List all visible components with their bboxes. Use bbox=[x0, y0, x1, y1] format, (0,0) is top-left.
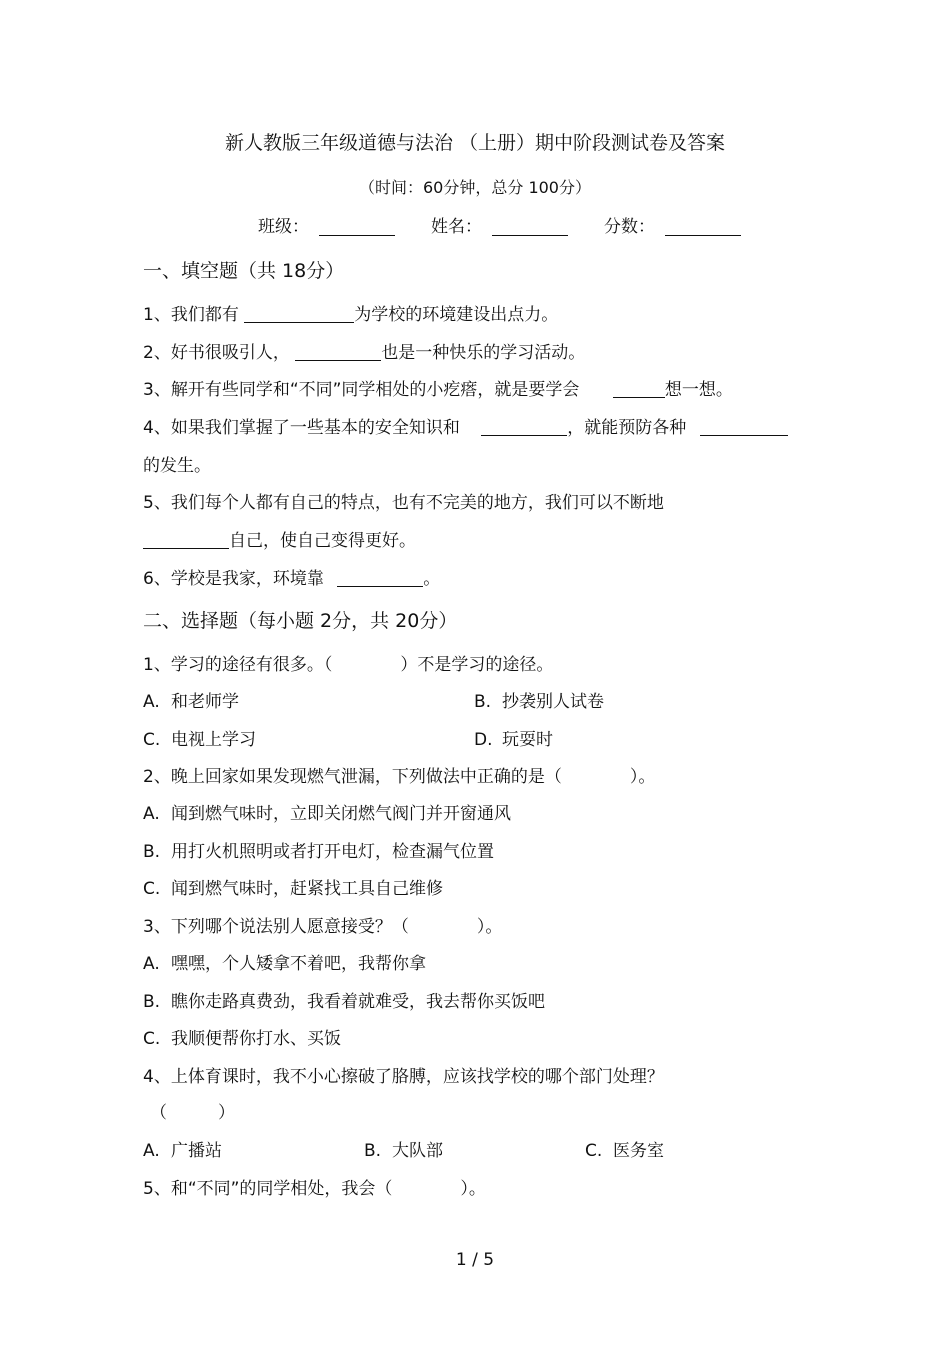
q6-blank bbox=[337, 570, 423, 587]
option-text: 闻到燃气味时，赶紧找工具自己维修 bbox=[171, 879, 443, 899]
q4-blank-1 bbox=[481, 419, 567, 436]
fill-question-2 bbox=[143, 338, 585, 363]
option-letter: B. bbox=[364, 1141, 382, 1161]
q2-text-end: 也是一种快乐的学习活动。 bbox=[381, 343, 586, 363]
option-text: 和老师学 bbox=[171, 692, 239, 712]
q5-text-end: 自己，使自己变得更好。 bbox=[229, 531, 416, 551]
fill-question-6 bbox=[143, 564, 440, 589]
option-text: 广播站 bbox=[171, 1141, 222, 1161]
q3-text-end: 想一想。 bbox=[664, 380, 733, 400]
option-text: 玩耍时 bbox=[502, 730, 553, 750]
q5-blank bbox=[143, 532, 229, 549]
choice-question-2: 2、晚上回家如果发现燃气泄漏，下列做法中正确的是（ ）。 bbox=[143, 767, 656, 787]
option-letter: C. bbox=[143, 1029, 161, 1049]
option-text: 闻到燃气味时，立即关闭燃气阀门并开窗通风 bbox=[171, 804, 511, 824]
fill-question-1 bbox=[143, 300, 558, 325]
score-label: 分数： bbox=[604, 217, 655, 237]
section1-heading: 一、填空题（共 18分） bbox=[143, 260, 345, 282]
q4-blank-2 bbox=[700, 419, 788, 436]
fill-question-5-cont bbox=[143, 526, 416, 551]
choice-question-1: 1、学习的途径有很多。（ ）不是学习的途径。 bbox=[143, 655, 554, 675]
q1-option-c bbox=[143, 725, 256, 750]
option-letter: A. bbox=[143, 804, 160, 824]
q1-option-b bbox=[474, 687, 604, 712]
option-text: 抄袭别人试卷 bbox=[502, 692, 604, 712]
option-letter: C. bbox=[143, 879, 161, 899]
q2-option-b bbox=[143, 837, 494, 862]
q4-option-b bbox=[364, 1136, 443, 1161]
name-field bbox=[431, 212, 568, 237]
q3-text: 3、解开有些同学和“不同”同学相处的小疙瘩，就是要学会 bbox=[143, 380, 580, 400]
q3-option-c bbox=[143, 1024, 341, 1049]
score-field bbox=[604, 212, 741, 237]
page-number: 1 / 5 bbox=[455, 1250, 495, 1270]
choice-question-3: 3、下列哪个说法别人愿意接受？（ ）。 bbox=[143, 917, 503, 937]
q1-text: 1、我们都有 bbox=[143, 305, 239, 325]
option-letter: B. bbox=[474, 692, 492, 712]
option-text: 医务室 bbox=[613, 1141, 664, 1161]
option-letter: B. bbox=[143, 842, 161, 862]
option-letter: A. bbox=[143, 692, 160, 712]
q1-blank bbox=[244, 306, 354, 323]
option-text: 大队部 bbox=[392, 1141, 443, 1161]
q2-text: 2、好书很吸引人， bbox=[143, 343, 290, 363]
option-text: 瞧你走路真费劲，我看着就难受，我去帮你买饭吧 bbox=[171, 992, 545, 1012]
exam-info: （时间：60分钟，总分 100分） bbox=[359, 178, 591, 197]
class-field bbox=[258, 212, 395, 237]
q4-text-mid: ，就能预防各种 bbox=[567, 418, 687, 438]
q6-text: 6、学校是我家，环境靠 bbox=[143, 569, 324, 589]
choice-question-5: 5、和“不同”的同学相处，我会（ ）。 bbox=[143, 1179, 486, 1199]
q4-option-a bbox=[143, 1136, 222, 1161]
q2-option-a bbox=[143, 799, 511, 824]
q6-text-end: 。 bbox=[423, 569, 441, 589]
name-label: 姓名： bbox=[431, 217, 482, 237]
fill-question-5: 5、我们每个人都有自己的特点，也有不完美的地方，我们可以不断地 bbox=[143, 493, 664, 513]
name-blank bbox=[492, 217, 568, 236]
q3-blank bbox=[613, 381, 665, 398]
option-text: 用打火机照明或者打开电灯，检查漏气位置 bbox=[171, 842, 494, 862]
option-text: 我顺便帮你打水、买饭 bbox=[171, 1029, 341, 1049]
score-blank bbox=[665, 217, 741, 236]
option-text: 嘿嘿，个人矮拿不着吧，我帮你拿 bbox=[171, 954, 426, 974]
fill-question-3 bbox=[143, 375, 733, 400]
option-letter: C. bbox=[143, 730, 161, 750]
option-letter: D. bbox=[474, 730, 493, 750]
q2-blank bbox=[295, 344, 381, 361]
q1-option-a bbox=[143, 687, 239, 712]
q3-option-b bbox=[143, 987, 545, 1012]
fill-question-4 bbox=[143, 413, 788, 438]
option-letter: A. bbox=[143, 954, 160, 974]
class-blank bbox=[319, 217, 395, 236]
option-letter: B. bbox=[143, 992, 161, 1012]
page-title: 新人教版三年级道德与法治 （上册）期中阶段测试卷及答案 bbox=[224, 132, 726, 154]
q4-text: 4、如果我们掌握了一些基本的安全知识和 bbox=[143, 418, 460, 438]
q1-text-end: 为学校的环境建设出点力。 bbox=[354, 305, 559, 325]
q1-option-d bbox=[474, 725, 553, 750]
choice-question-4-cont: （ ） bbox=[150, 1103, 235, 1123]
option-letter: C. bbox=[585, 1141, 603, 1161]
choice-question-4: 4、上体育课时，我不小心擦破了胳膊，应该找学校的哪个部门处理？ bbox=[143, 1067, 664, 1087]
class-label: 班级： bbox=[258, 217, 309, 237]
fill-question-4-cont: 的发生。 bbox=[143, 456, 211, 476]
option-text: 电视上学习 bbox=[171, 730, 256, 750]
q2-option-c bbox=[143, 874, 443, 899]
q3-option-a bbox=[143, 949, 426, 974]
option-letter: A. bbox=[143, 1141, 160, 1161]
section2-heading: 二、选择题（每小题 2分，共 20分） bbox=[143, 610, 458, 632]
q4-option-c bbox=[585, 1136, 664, 1161]
